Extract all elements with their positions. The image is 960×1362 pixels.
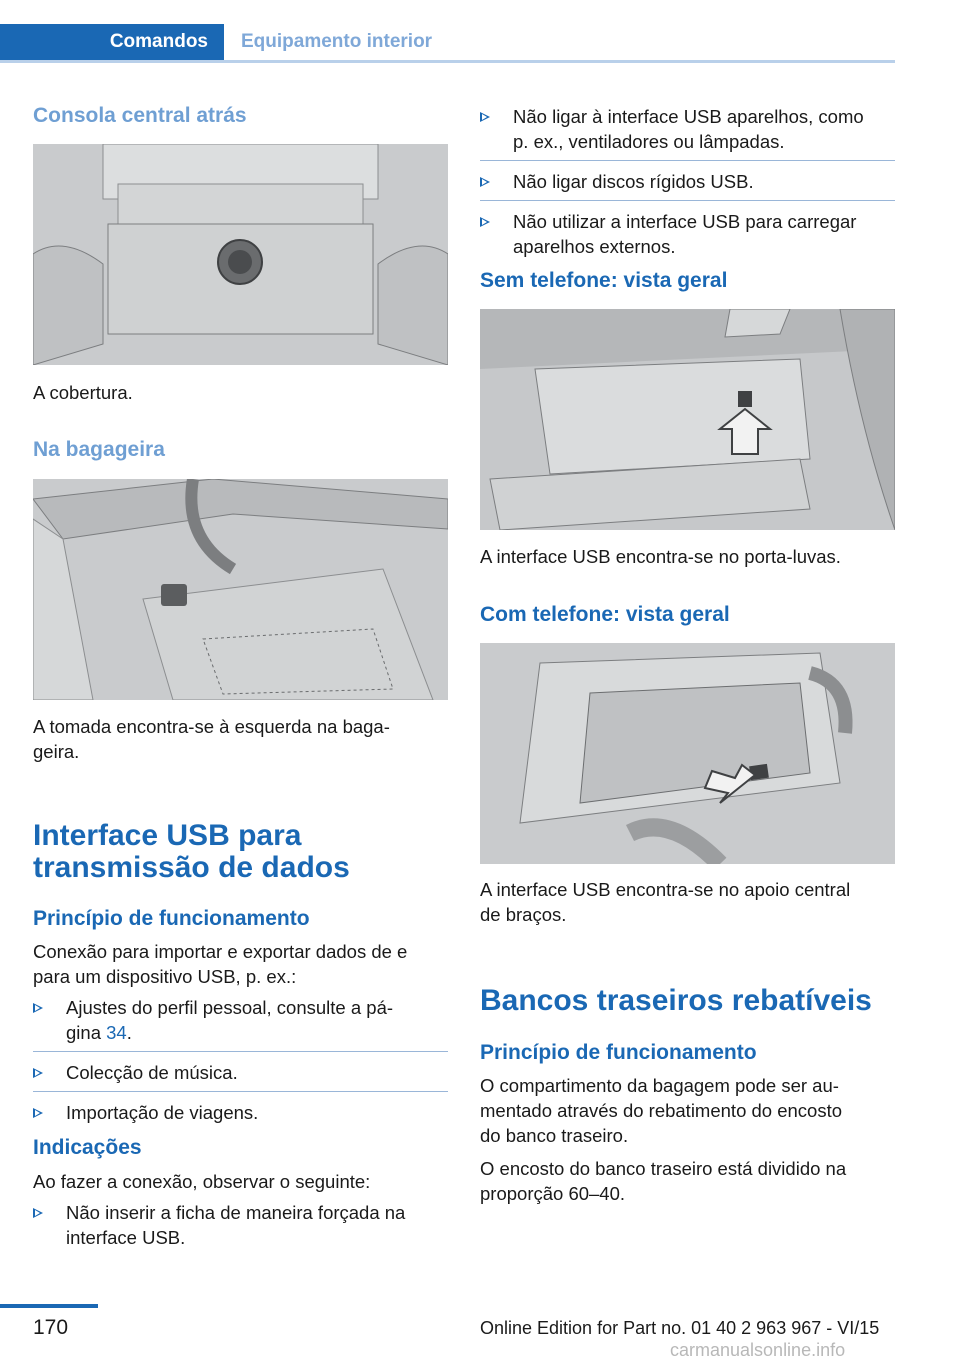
- list-item: Importação de viagens.: [33, 1100, 448, 1125]
- section-title-sem-telefone: Sem telefone: vista geral: [480, 269, 728, 292]
- header-tabs: [0, 24, 895, 62]
- armrest-illustration: [480, 643, 895, 864]
- subheading-principio-1: Princípio de funcionamento: [33, 907, 310, 930]
- section-title-consola: Consola central atrás: [33, 104, 247, 127]
- edition-note: Online Edition for Part no. 01 40 2 963 967 - VI/15: [480, 1318, 880, 1338]
- caption-cobertura: A cobertura.: [33, 382, 133, 403]
- paragraph-compartimento: O compartimento da bagagem pode ser au‐ mentado através do rebatimento do encosto do banco traseiro.: [480, 1075, 843, 1146]
- page-number: 170: [33, 1316, 69, 1339]
- subheading-principio-2: Princípio de funcionamento: [480, 1041, 757, 1064]
- page-link-34[interactable]: 34: [106, 1022, 127, 1043]
- caption-tomada: A tomada encontra-se à esquerda na baga‐ geira.: [33, 716, 390, 762]
- watermark: carmanualsonline.info: [670, 1340, 846, 1360]
- header-rule: [0, 60, 895, 63]
- tab-equipamento-interior[interactable]: Equipamento interior: [241, 31, 433, 52]
- list-item: Não inserir a ficha de maneira forçada na interface USB.: [33, 1200, 448, 1250]
- section-title-com-telefone: Com telefone: vista geral: [480, 603, 730, 626]
- triangle-bullet-icon: [33, 1208, 43, 1218]
- list-item: Ajustes do perfil pessoal, consulte a pá‐ gina 34.: [33, 995, 448, 1052]
- list-usb-warnings: [480, 104, 895, 259]
- heading-interface-usb: Interface USB para transmissão de dados: [33, 819, 350, 884]
- triangle-bullet-icon: [33, 1068, 43, 1078]
- caption-porta-luvas: A interface USB encontra-se no porta-luvas.: [480, 546, 841, 567]
- heading-bancos-traseiros: Bancos traseiros rebatíveis: [480, 984, 872, 1017]
- footer-accent-bar: [0, 1304, 98, 1308]
- list-item: Não ligar à interface USB aparelhos, como p. ex., ventiladores ou lâmpadas.: [480, 104, 895, 161]
- triangle-bullet-icon: [33, 1003, 43, 1013]
- caption-apoio-central: A interface USB encontra-se no apoio central de braços.: [480, 879, 851, 925]
- triangle-bullet-icon: [33, 1108, 43, 1118]
- list-item: Colecção de música.: [33, 1060, 448, 1092]
- rear-console-illustration: [33, 144, 448, 365]
- tab-comandos[interactable]: Comandos: [0, 24, 224, 60]
- paragraph-encosto: O encosto do banco traseiro está dividido na proporção 60–40.: [480, 1158, 847, 1204]
- triangle-bullet-icon: [480, 217, 490, 227]
- list-indicacoes: [33, 1200, 448, 1250]
- subheading-indicacoes: Indicações: [33, 1136, 142, 1159]
- paragraph-conexao: Conexão para importar e exportar dados de e para um dispositivo USB, p. ex.:: [33, 941, 408, 987]
- list-item: Não ligar discos rígidos USB.: [480, 169, 895, 201]
- triangle-bullet-icon: [480, 177, 490, 187]
- glovebox-illustration: [480, 309, 895, 530]
- list-item: Não utilizar a interface USB para carregar aparelhos externos.: [480, 209, 895, 259]
- list-usb-uses: [33, 995, 448, 1125]
- paragraph-observar: Ao fazer a conexão, observar o seguinte:: [33, 1171, 371, 1192]
- trunk-illustration: [33, 479, 448, 700]
- section-title-bagageira: Na bagageira: [33, 438, 165, 461]
- triangle-bullet-icon: [480, 112, 490, 122]
